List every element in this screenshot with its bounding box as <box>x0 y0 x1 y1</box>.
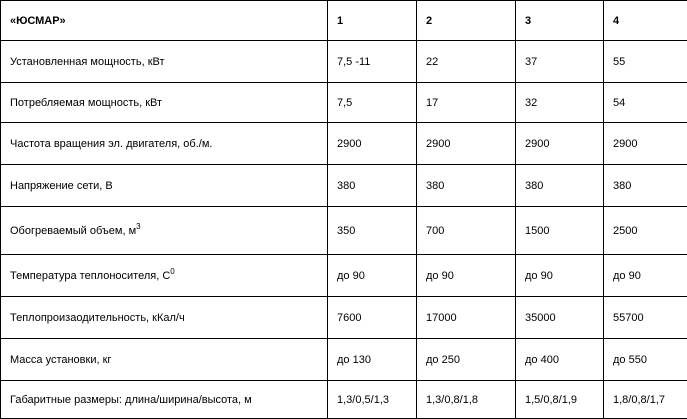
row-value: до 90 <box>417 255 516 297</box>
row-label: Габаритные размеры: длина/ширина/высота, м <box>1 381 328 419</box>
table-row <box>1 339 687 381</box>
row-value: 1,3/0,8/1,8 <box>417 381 516 419</box>
row-label: Теплопроизаодительность, кКал/ч <box>1 297 328 339</box>
row-value: 350 <box>328 207 417 255</box>
row-value: 32 <box>516 83 604 123</box>
table-row <box>1 83 687 123</box>
row-value: 380 <box>417 165 516 207</box>
superscript: 0 <box>170 267 174 276</box>
row-value: 7,5 <box>328 83 417 123</box>
row-label: Установленная мощность, кВт <box>1 41 328 83</box>
row-value: 22 <box>417 41 516 83</box>
header-cell-brand: «ЮСМАР» <box>1 1 328 41</box>
row-value: 380 <box>328 165 417 207</box>
row-label: Напряжение сети, В <box>1 165 328 207</box>
table-row <box>1 297 687 339</box>
row-value: 17000 <box>417 297 516 339</box>
row-value: 1,5/0,8/1,9 <box>516 381 604 419</box>
row-value: 54 <box>604 83 687 123</box>
row-label: Частота вращения эл. двигателя, об./м. <box>1 123 328 165</box>
row-value: 35000 <box>516 297 604 339</box>
row-value: 1,3/0,5/1,3 <box>328 381 417 419</box>
table-row <box>1 165 687 207</box>
header-cell-model-4: 4 <box>604 1 687 41</box>
row-value: до 90 <box>516 255 604 297</box>
row-value: 1500 <box>516 207 604 255</box>
row-value: 17 <box>417 83 516 123</box>
header-cell-model-2: 2 <box>417 1 516 41</box>
row-value: 7,5 -11 <box>328 41 417 83</box>
table-header-row <box>1 1 687 41</box>
row-value: 2900 <box>604 123 687 165</box>
row-value: до 550 <box>604 339 687 381</box>
row-label: Потребляемая мощность, кВт <box>1 83 328 123</box>
row-label: Обогреваемый объем, $м^3$ <box>1 207 328 255</box>
table-row <box>1 41 687 83</box>
table-row <box>1 207 687 255</box>
header-cell-model-3: 3 <box>516 1 604 41</box>
row-label: Масса установки, кг <box>1 339 328 381</box>
row-value: 2900 <box>417 123 516 165</box>
row-value: 37 <box>516 41 604 83</box>
row-value: до 90 <box>604 255 687 297</box>
table-row <box>1 255 687 297</box>
row-value: 2900 <box>516 123 604 165</box>
row-value: до 90 <box>328 255 417 297</box>
header-cell-model-1: 1 <box>328 1 417 41</box>
table-row <box>1 123 687 165</box>
row-value: до 130 <box>328 339 417 381</box>
row-value: 55 <box>604 41 687 83</box>
superscript: 3 <box>136 222 140 231</box>
row-value: 380 <box>516 165 604 207</box>
row-value: 700 <box>417 207 516 255</box>
row-value: до 400 <box>516 339 604 381</box>
row-value: 2900 <box>328 123 417 165</box>
row-value: до 250 <box>417 339 516 381</box>
row-value: 380 <box>604 165 687 207</box>
row-value: 2500 <box>604 207 687 255</box>
row-value: 55700 <box>604 297 687 339</box>
row-label: Температура теплоносителя, $С^0$ <box>1 255 328 297</box>
table-row <box>1 381 687 419</box>
row-value: 1,8/0,8/1,7 <box>604 381 687 419</box>
row-value: 7600 <box>328 297 417 339</box>
